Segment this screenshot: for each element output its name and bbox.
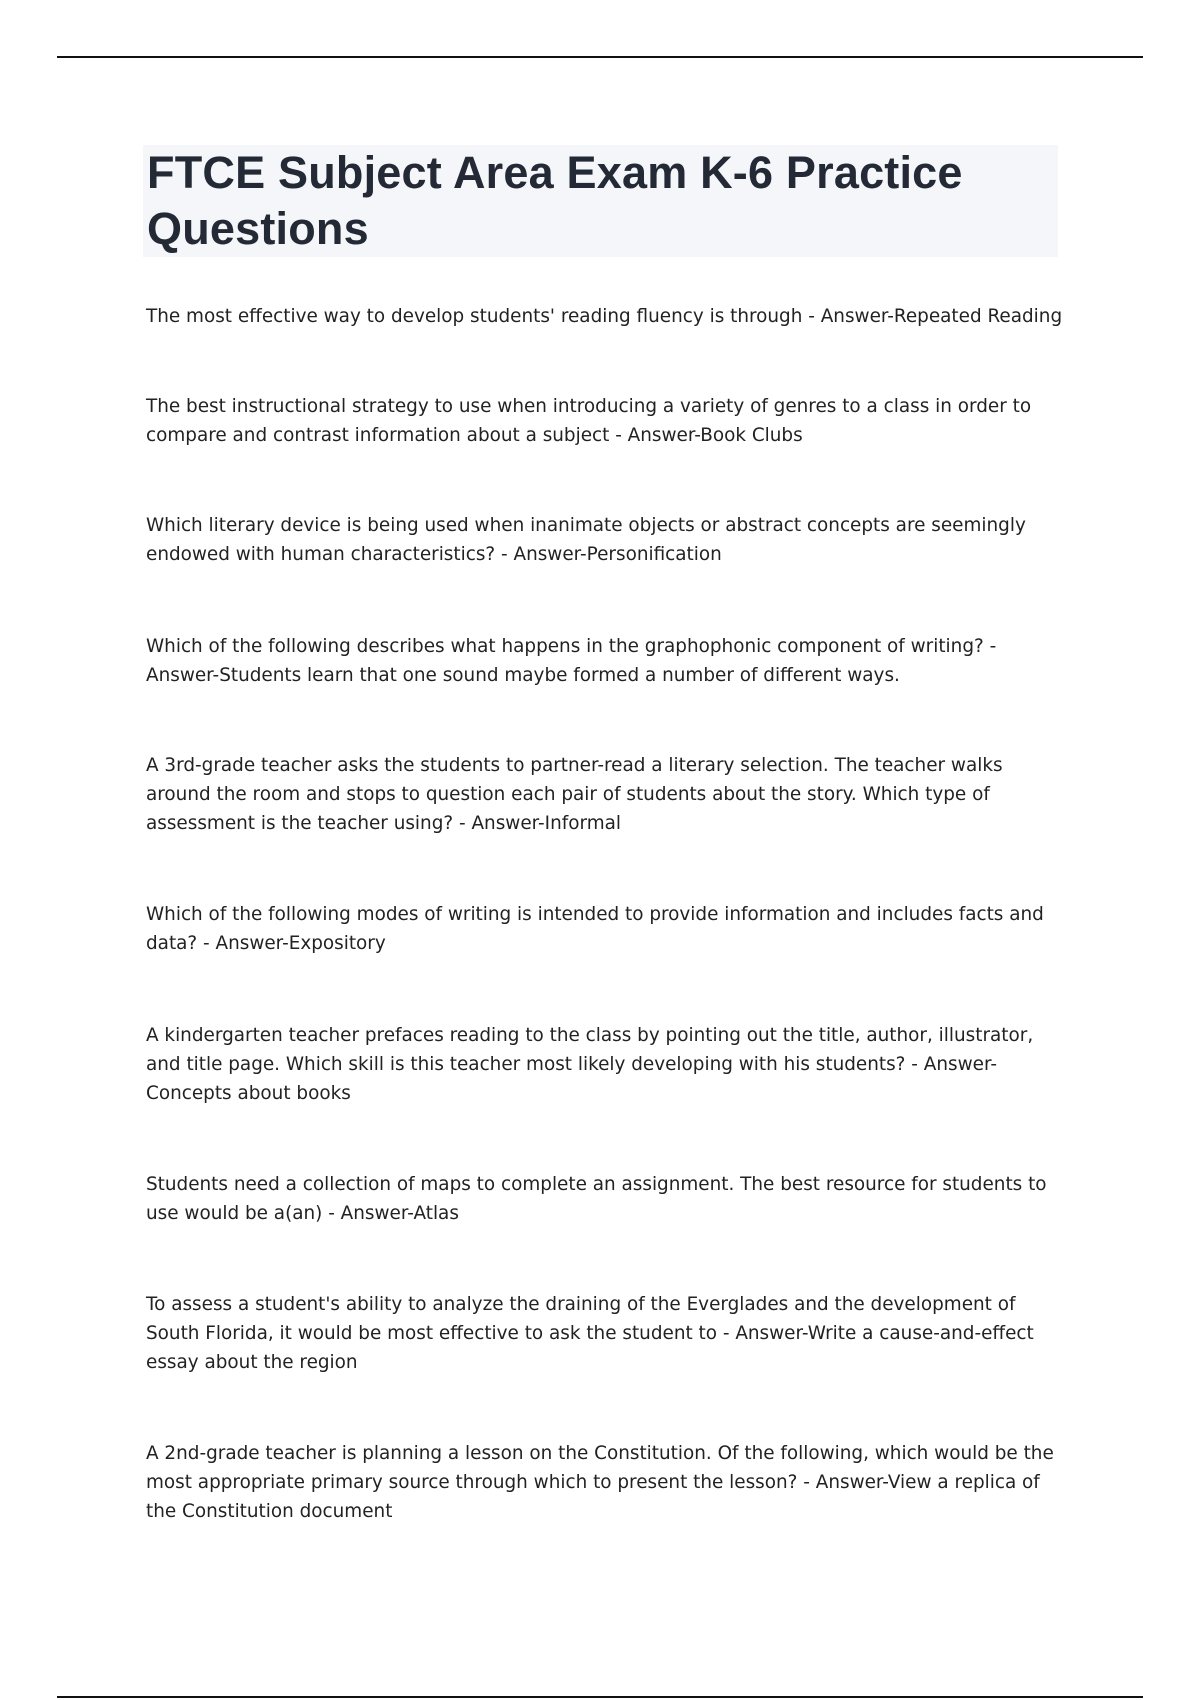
title-block bbox=[143, 145, 1058, 257]
qa-item-5: A 3rd-grade teacher asks the students to partner-read a literary selection. The teacher walks around the room and stops to question each pair of students about the story. Which type of assessment is the teacher using? - Answer-Informal bbox=[146, 755, 1003, 834]
qa-item-9: To assess a student's ability to analyze the draining of the Everglades and the development of South Florida, it would be most effective to ask the student to - Answer-Write a cause-and-effect essay about the region bbox=[146, 1294, 1034, 1373]
qa-item-6: Which of the following modes of writing is intended to provide information and includes facts and data? - Answer-Expository bbox=[146, 904, 1044, 954]
qa-item-10: A 2nd-grade teacher is planning a lesson on the Constitution. Of the following, which would be the most appropriate primary source through which to present the lesson? - Answer-View a replica of the Constitution document bbox=[146, 1443, 1054, 1522]
qa-item-4: Which of the following describes what happens in the graphophonic component of writing? - Answer-Students learn that one sound maybe formed a number of different ways. bbox=[146, 636, 997, 686]
qa-item-8: Students need a collection of maps to complete an assignment. The best resource for students to use would be a(an) - Answer-Atlas bbox=[146, 1174, 1047, 1224]
page-title: FTCE Subject Area Exam K-6 Practice Questions bbox=[147, 147, 963, 254]
qa-item-7: A kindergarten teacher prefaces reading to the class by pointing out the title, author, illustrator, and title page. Which skill is this teacher most likely developing with his students? - Answer-Concepts about books bbox=[146, 1025, 1034, 1104]
top-divider bbox=[57, 56, 1143, 58]
bottom-divider bbox=[57, 1696, 1143, 1698]
qa-item-2: The best instructional strategy to use when introducing a variety of genres to a class in order to compare and contrast information about a subject - Answer-Book Clubs bbox=[146, 396, 1032, 446]
qa-item-3: Which literary device is being used when inanimate objects or abstract concepts are seemingly endowed with human characteristics? - Answer-Personification bbox=[146, 515, 1026, 565]
qa-item-1: The most effective way to develop students' reading fluency is through - Answer-Repeated Reading bbox=[146, 306, 1063, 327]
